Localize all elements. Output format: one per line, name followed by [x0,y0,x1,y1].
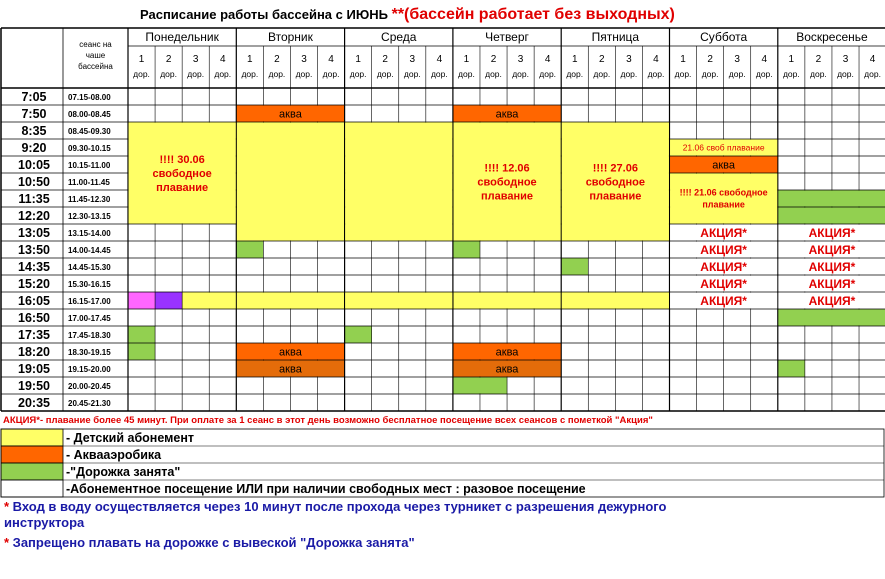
kids-block [454,293,561,309]
kids-block [562,293,669,309]
lane-number: 4 [869,54,876,65]
lane-busy-fill [236,241,263,258]
promo-footnote: АКЦИЯ*- плавание более 45 минут. При оплате за 1 сеанс в этот день возможно бесплатное посещение всех сеансов с пометкой "Акция" [3,415,653,426]
lane-suffix: дор. [187,69,205,79]
promo-cell-text: АКЦИЯ* [808,276,856,291]
time-label: 14:35 [18,260,50,274]
time-label: 20:35 [18,396,50,410]
lane-busy [778,310,885,326]
lane-suffix: дор. [755,69,773,79]
lane-suffix: дор. [376,69,394,79]
lane-suffix: дор. [214,69,232,79]
lane-suffix: дор. [539,69,557,79]
lane-number: 3 [192,54,199,65]
free-swim-block-text: плавание [702,199,745,210]
session-range: 11.00-11.45 [68,178,110,187]
session-range: 20.00-20.45 [68,382,111,391]
aqua-block-text: аква [712,159,736,172]
time-label: 12:20 [18,209,50,223]
session-range: 14.45-15.30 [68,263,111,272]
lane-busy [778,208,885,224]
session-range: 17.45-18.30 [68,331,111,340]
lane-busy-fill [453,241,480,258]
lane-busy-fill [778,360,805,377]
time-label: 13:05 [18,226,50,240]
time-label: 11:35 [18,192,50,206]
promo-cell-text: АКЦИЯ* [700,293,747,308]
lane-number: 1 [138,54,145,65]
legend-label: - Детский абонемент [66,431,195,445]
lane-suffix: дор. [241,69,259,79]
free-swim-block-text: !!!! 12.06 [484,162,530,175]
lane-busy-fill [345,326,372,343]
time-label: 18:20 [18,345,50,359]
lane-number: 1 [355,54,361,65]
lane-suffix: дор. [403,69,421,79]
lane-busy-fill [128,343,155,360]
title-text: Расписание работы бассейна с ИЮНЬ [140,7,388,22]
session-range: 15.30-16.15 [68,280,111,289]
free-swim-block-text: плавание [481,190,534,203]
legend-swatch [1,463,63,480]
time-label: 10:50 [18,175,50,189]
free-swim-block-text: свободное [477,176,537,189]
kids-block [183,293,236,309]
lane-number: 4 [219,54,226,65]
lane-purple-fill [155,292,182,309]
lane-number: 1 [247,54,253,65]
lane-suffix: дор. [620,69,638,79]
free-swim-block-text: свободное [152,167,212,180]
promo-cell-text: АКЦИЯ* [808,259,856,274]
lane-number: 1 [571,54,578,65]
free-swim-block-text: плавание [589,190,642,203]
session-range: 14.00-14.45 [68,246,111,255]
time-label: 8:35 [21,124,47,138]
lane-number: 3 [626,54,632,65]
lane-number: 2 [490,54,497,65]
aqua-block-text: аква [279,108,302,121]
lane-number: 4 [328,54,334,65]
lane-number: 4 [761,54,768,65]
legend-swatch [1,480,63,497]
instruction-text: * Запрещено плавать на дорожке с вывеской "Дорожка занята" [4,535,415,550]
time-label: 17:35 [18,328,50,342]
time-label: 9:20 [21,141,47,155]
lane-number: 4 [653,54,659,65]
instruction-text: * Вход в воду осуществляется через 10 минут после прохода через турникет с разрешения дежурного [4,499,667,514]
session-header: чаше [85,51,106,60]
title-highlight: **(бассейн работает без выходных) [391,6,675,23]
lane-suffix: дор. [268,69,286,79]
lane-busy-fill [128,326,155,343]
session-range: 10.15-11.00 [68,161,111,170]
lane-number: 2 [599,54,605,65]
lane-suffix: дор. [674,69,692,79]
session-range: 16.15-17.00 [68,297,111,306]
lane-number: 3 [734,54,740,65]
time-label: 10:05 [18,158,50,172]
time-label: 19:50 [18,379,50,393]
lane-suffix: дор. [133,69,150,79]
session-range: 17.00-17.45 [68,314,111,323]
lane-number: 4 [544,54,551,65]
lane-suffix: дор. [512,69,529,79]
session-range: 08.45-09.30 [68,127,111,136]
lane-number: 2 [382,54,388,65]
day-header: Понедельник [145,30,219,44]
lane-suffix: дор. [701,69,719,79]
lane-suffix: дор. [837,69,854,79]
session-range: 12.30-13.15 [68,212,111,221]
session-range: 20.45-21.30 [68,399,111,408]
session-range: 19.15-20.00 [68,365,111,374]
free-swim-block-text: плавание [156,181,209,194]
time-label: 16:50 [18,311,50,325]
lane-suffix: дор. [322,69,340,79]
lane-number: 2 [815,54,822,65]
kids-block [237,293,344,309]
lane-number: 2 [165,54,172,65]
session-range: 08.00-08.45 [68,110,111,119]
free-swim-block-text: !!!! 21.06 свободное [679,187,768,198]
time-label: 7:05 [21,90,47,104]
legend-label: - Аквааэробика [66,448,162,462]
instruction-text: инструктора [4,515,85,530]
free-swim-block-text: !!!! 30.06 [159,153,205,166]
lane-suffix: дор. [728,69,746,79]
lane-suffix: дор. [864,69,881,79]
session-range: 13.15-14.00 [68,229,111,238]
lane-number: 3 [842,54,849,65]
lane-number: 2 [707,54,713,65]
day-header: Суббота [700,30,748,44]
day-header: Воскресенье [796,30,868,44]
free-swim-note-text: 21.06 своб плавание [682,142,765,153]
lane-busy [454,378,507,394]
day-header: Пятница [591,30,640,44]
aqua-block-text: аква [495,346,519,359]
promo-cell-text: АКЦИЯ* [808,242,856,257]
lane-suffix: дор. [782,69,800,79]
session-range: 11.45-12.30 [68,195,111,204]
promo-cell-text: АКЦИЯ* [700,259,747,274]
lane-suffix: дор. [458,69,475,79]
lane-suffix: дор. [295,69,313,79]
lane-suffix: дор. [566,69,584,79]
lane-number: 1 [680,54,686,65]
promo-cell-text: АКЦИЯ* [700,225,747,240]
lane-number: 1 [788,54,795,65]
day-header: Среда [381,30,417,44]
day-header: Вторник [267,30,313,44]
lane-number: 3 [409,54,416,65]
lane-suffix: дор. [485,69,502,79]
lane-busy-fill [561,258,588,275]
lane-suffix: дор. [593,69,611,79]
time-label: 7:50 [21,107,47,121]
promo-cell-text: АКЦИЯ* [700,276,747,291]
lane-busy [778,191,885,207]
lane-suffix: дор. [647,69,665,79]
day-header: Четверг [485,30,529,44]
lane-suffix: дор. [349,69,367,79]
session-header: сеанс на [79,40,112,49]
legend-label: -Абонементное посещение ИЛИ при наличии свободных мест : разовое посещение [66,482,586,496]
aqua-block-text: аква [495,108,519,121]
session-range: 07.15-08.00 [68,93,111,102]
lane-number: 4 [436,54,443,65]
lane-suffix: дор. [160,69,178,79]
free-swim-block-text: свободное [585,176,645,189]
free-swim-block-text: !!!! 27.06 [592,162,638,175]
time-label: 15:20 [18,277,50,291]
session-header: бассейна [78,62,113,71]
legend-label: -"Дорожка занята" [66,465,181,479]
time-label: 13:50 [18,243,50,257]
time-label: 19:05 [18,362,50,376]
aqua-block-text: аква [279,363,302,376]
lane-number: 2 [274,54,280,65]
lane-number: 3 [301,54,307,65]
time-label: 16:05 [18,294,50,308]
lane-pink-fill [128,292,155,309]
lane-number: 1 [463,54,470,65]
legend-swatch [1,429,63,446]
promo-cell-text: АКЦИЯ* [808,293,856,308]
kids-block [237,123,344,241]
promo-cell-text: АКЦИЯ* [700,242,747,257]
kids-block [345,123,452,241]
kids-block [345,293,452,309]
aqua-block-text: аква [495,363,519,376]
legend-swatch [1,446,63,463]
aqua-block-text: аква [279,346,302,359]
lane-number: 3 [517,54,524,65]
lane-suffix: дор. [810,69,827,79]
lane-suffix: дор. [430,69,448,79]
session-range: 09.30-10.15 [68,144,111,153]
session-range: 18.30-19.15 [68,348,111,357]
free-swim-block [670,174,777,224]
promo-cell-text: АКЦИЯ* [808,225,856,240]
